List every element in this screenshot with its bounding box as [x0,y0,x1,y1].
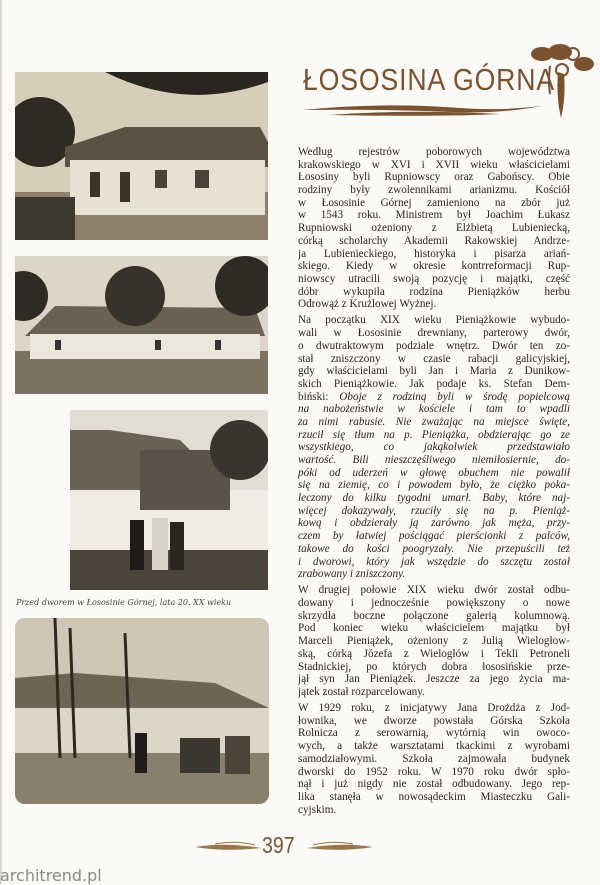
body-text: biński: [298,390,340,403]
text-line [298,260,570,273]
body-text: Stadnickiej, po których dobra łososińskie prze- [298,660,570,673]
text-line [298,340,570,353]
quoted-text: zrabowany i zniszczony. [298,568,406,581]
text-line [298,353,570,366]
text-line [298,778,570,791]
text-line [298,702,570,715]
text-line [298,804,570,817]
quoted-text: się na ziemię, co i powodem było, że ciężko poka- [298,479,570,492]
quoted-text: Oboje z rodziną byli w środę popielcową [339,390,570,403]
page-number-swash-right [305,840,373,854]
body-text: jątek został rozparcelowany. [298,685,425,698]
body-text: W 1929 roku, z inicjatywy Jana Drożdża z Jod- [298,702,570,715]
text-line [298,727,570,740]
text-line [298,184,570,197]
body-text: dworski do 1952 roku. W 1970 roku dwór spło- [298,765,570,778]
paragraph [298,146,570,311]
body-text: w 1543 roku. Ministrem był Joachim Łukasz [298,209,570,222]
text-line [298,648,570,661]
body-text: gdy właścicielami byli Jan i Maria z Dunikow- [298,365,570,378]
quoted-text: i dworowi, który jak wszędzie do szczętu został [298,555,570,568]
paragraph [298,702,570,816]
body-text: ja Lubienieckiego, historyka i pisarza ariań- [298,247,570,260]
quoted-text: wszystkiego, co jakąkolwiek przedstawiało [298,441,570,454]
text-line [298,686,570,699]
text-line [298,568,570,581]
body-text: dóbr wykupiła rodzina Pieniążków herbu [298,285,570,298]
body-text: rodziny były zwolennikami arianizmu. Kościół [298,184,570,197]
text-line [298,378,570,391]
floral-ornament-icon [528,42,598,120]
text-line [298,622,570,635]
text-line [298,403,570,416]
quoted-text: leczony do kilku tygodni umarł. Baby, które naj- [298,492,570,505]
text-line [298,556,570,569]
body-text: samodziałowymi. Szkoła zajmowała budynek [298,752,570,765]
text-line [298,543,570,556]
text-line [298,159,570,172]
page-number: 397 [262,832,295,858]
body-text: nął i już nigdy nie został odbudowany. Jego rep- [298,778,570,791]
quoted-text: za nimi rabusie. Nie zważając na miejsce święte, [298,415,570,428]
text-line [298,740,570,753]
body-text: Pod koniec wieku właścicielem majątku był [298,622,570,635]
book-spine-shadow [0,0,3,885]
body-text: łownika, we dworze powstała Górska Szkoła [298,714,570,727]
text-line [298,530,570,543]
photo-people-before-manor [70,410,268,590]
photo-caption: Przed dworem w Łososinie Górnej, lata 20. XX wieku [16,598,232,607]
body-text: córką scholarchy Akademii Rakowskiej Andrze- [298,234,570,247]
text-line [298,454,570,467]
text-line [298,492,570,505]
text-line [298,479,570,492]
text-line [298,441,570,454]
body-text: stał zniszczony w czasie rabacji galicyjskiej, [298,352,570,365]
text-line [298,505,570,518]
body-text: Łososiny byli Rupniowscy oraz Gabońscy. Obie [298,171,570,184]
body-text: Rupniowski ożeniony z Elżbietą Lubieniecką, [298,222,570,235]
body-text: Odrowąż z Krużlowej Wyżnej. [298,298,437,311]
quoted-text: na nabożeństwie w kościele i tam to wpadli [298,403,570,416]
text-line [298,235,570,248]
watermark: architrend.pl [0,866,102,885]
text-line [298,584,570,597]
text-line [298,610,570,623]
text-line [298,209,570,222]
body-text: dowany i jednocześnie powiększony o nowe [298,597,570,610]
text-line [298,365,570,378]
text-line [298,517,570,530]
body-text: skiego. Kiedy w okresie kontrreformacji Rup- [298,260,570,273]
quoted-text: czem by łatwiej pościągać pierścionki z palców, [298,530,570,543]
body-text: Rolnicza z serowarnią, wytórnią win owoco- [298,727,570,740]
body-text: skich Pieniążkowie. Jak podaje ks. Stefan Dem- [298,377,570,390]
text-line [298,146,570,159]
text-line [298,222,570,235]
body-text: jął syn Jan Pieniążek. Jeszcze za jego życia ma- [298,673,570,686]
body-text: wali w Łososinie drewniany, parterowy dwór, [298,327,570,340]
page-title: ŁOSOSINA GÓRNA [303,62,556,97]
body-text: o dwutraktowym podziale wnętrz. Dwór ten zo- [298,339,570,352]
text-line [298,753,570,766]
title-underline-swash [300,100,545,122]
text-line [298,273,570,286]
text-line [298,429,570,442]
body-text: ską, córką Józefa z Wielogłów i Tekli Petroneli [298,647,570,660]
text-line [298,673,570,686]
photo-manor-house-front [15,72,268,240]
text-line [298,766,570,779]
paragraph [298,314,570,580]
text-line [298,391,570,404]
photo-group-before-manor [15,618,269,804]
body-text: skrzydła boczne połączone galerią kolumnową. [298,609,570,622]
quoted-text: kową i obdzierały ją zarówno jak męża, przy- [298,517,570,530]
body-text: W drugiej połowie XIX wieku dwór został odbu- [298,584,570,597]
text-line [298,597,570,610]
text-line [298,327,570,340]
body-text: Marceli Pieniążek, ożeniony z Julią Wielogłow- [298,635,570,648]
text-line [298,416,570,429]
text-line [298,635,570,648]
body-text: lika stanęła w nowosądeckim Miasteczku Gali- [298,790,570,803]
quoted-text: póki od uderzeń w głowę obuchem nie powalił [298,466,570,479]
body-text: cyjskim. [298,803,337,816]
text-line [298,298,570,311]
text-line [298,715,570,728]
body-text: krakowskiego w XVI i XVII wieku właścicielami [298,158,570,171]
article-body [298,146,570,820]
paragraph [298,584,570,698]
body-text: w Łososinie Górnej zamieniono na zbór już [298,196,570,209]
body-text: wych, a także warsztatami tkackimi z wyrobami [298,740,570,753]
text-line [298,661,570,674]
body-text: niowscy utracili swoją pozycję i majątki, część [298,272,570,285]
body-text: Na początku XIX wieku Pieniążkowie wybudo- [298,314,570,327]
photo-manor-house-distance [15,256,268,394]
text-line [298,248,570,261]
quoted-text: rzucił się tłum na p. Pieniążka, obdzierając go ze [298,428,570,441]
text-line [298,314,570,327]
page-number-swash-left [195,840,263,854]
text-line [298,171,570,184]
text-line [298,791,570,804]
quoted-text: wartość. Bili nieszczęśliwego niemiłosiernie, do- [298,454,570,466]
text-line [298,467,570,480]
quoted-text: więcej dokazywały, rzuciły się na p. Pieniąż- [298,504,570,517]
quoted-text: takowe do kości poogryzały. Nie przepuścili też [298,542,570,555]
body-text: Według rejestrów poborowych województwa [298,146,570,158]
text-line [298,197,570,210]
text-line [298,286,570,299]
